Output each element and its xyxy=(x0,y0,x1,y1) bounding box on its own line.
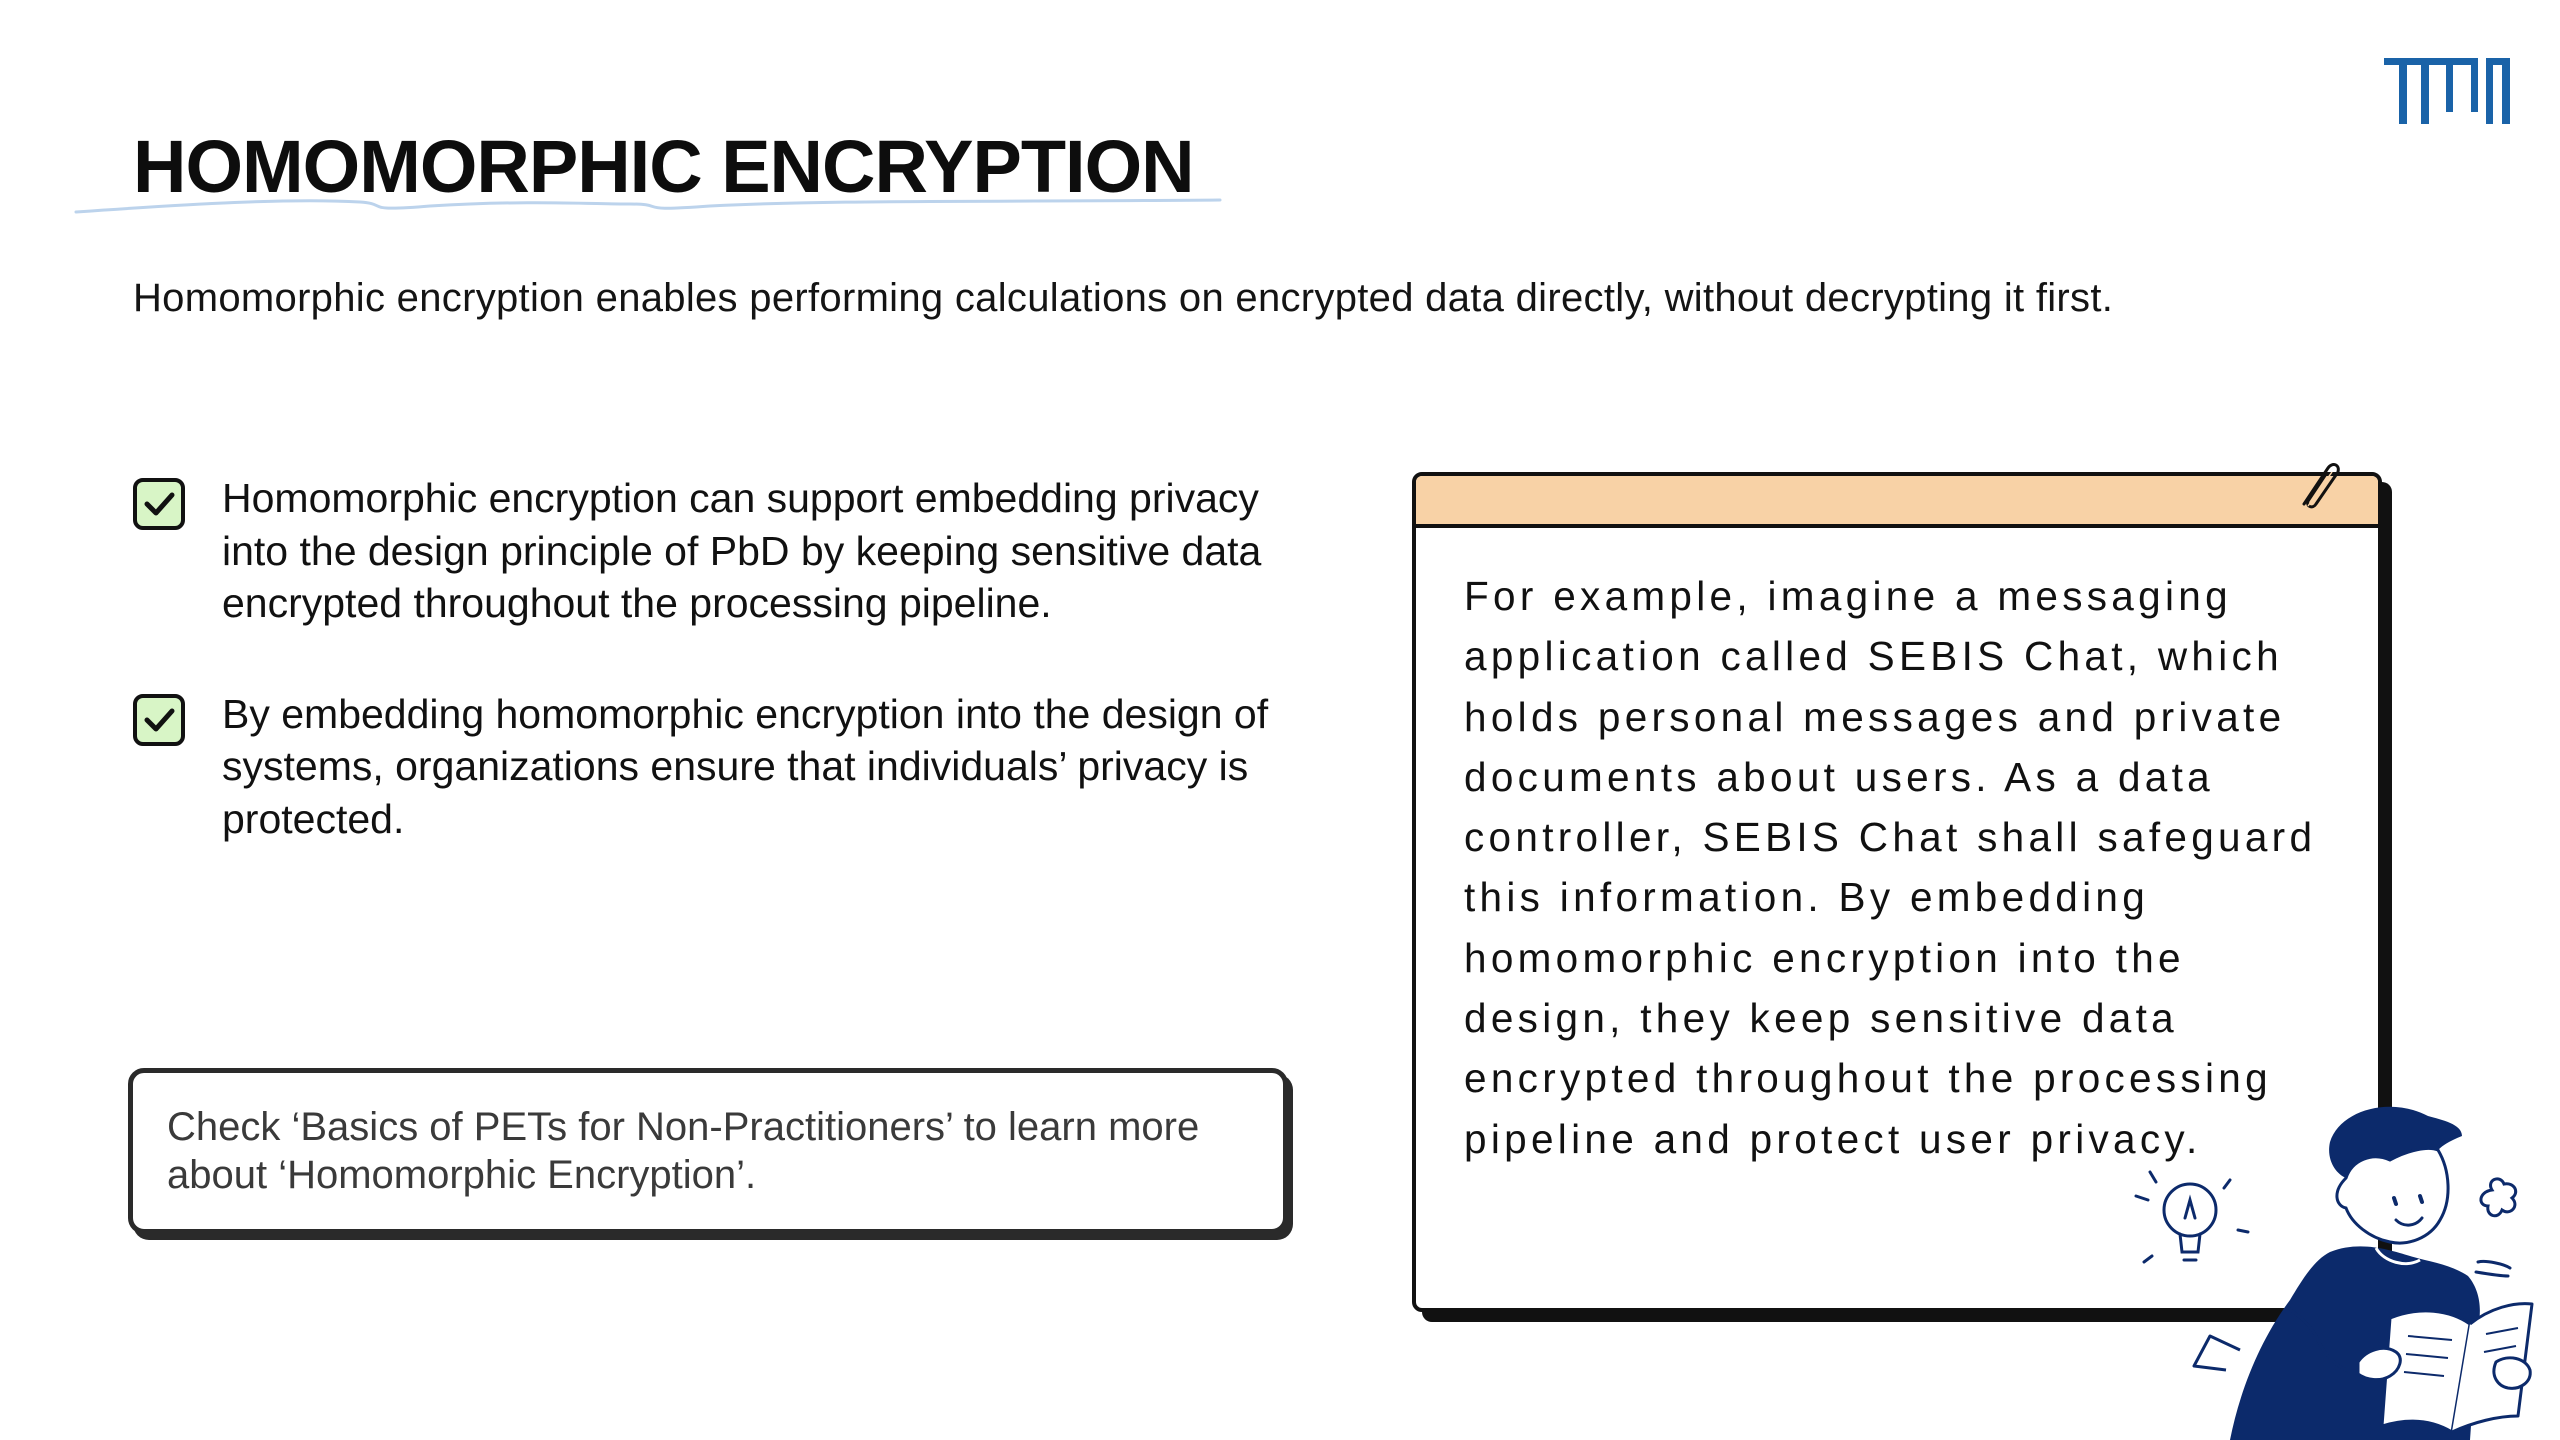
reading-person-icon xyxy=(2090,1100,2560,1440)
example-card-text: For example, imagine a messaging application called SEBIS Chat, which holds personal messages and private documents about users. As a data controller, SEBIS Chat shall safeguard this information. By embedding homomorphic encryption into the design, they keep sensitive data encrypted throughout the processing pipeline and protect user privacy. xyxy=(1464,573,2317,1162)
tum-logo xyxy=(2384,58,2510,124)
paperclip-icon xyxy=(2286,454,2346,514)
bullet-text: By embedding homomorphic encryption into the design of systems, organizations ensure that individuals’ privacy is protected. xyxy=(222,690,1269,842)
bullet-list xyxy=(130,472,1330,845)
title-underline-decoration xyxy=(70,192,1230,222)
page-subtitle: Homomorphic encryption enables performing calculations on encrypted data directly, without decrypting it first. xyxy=(133,276,2114,320)
page-title: HOMOMORPHIC ENCRYPTION xyxy=(133,125,1194,208)
reference-note-box xyxy=(128,1068,1288,1234)
reference-note-text: Check ‘Basics of PETs for Non-Practitioners’ to learn more about ‘Homomorphic Encryption’. xyxy=(167,1105,1200,1197)
checkbox-checked-icon xyxy=(133,694,185,746)
checkbox-checked-icon xyxy=(133,478,185,530)
bullet-item xyxy=(130,472,1330,630)
bullet-item xyxy=(130,688,1330,846)
bullet-text: Homomorphic encryption can support embedding privacy into the design principle of PbD by keeping sensitive data encrypted throughout the processing pipeline. xyxy=(222,475,1262,626)
example-card-header xyxy=(1416,476,2378,528)
tum-logo-icon xyxy=(2384,58,2510,124)
